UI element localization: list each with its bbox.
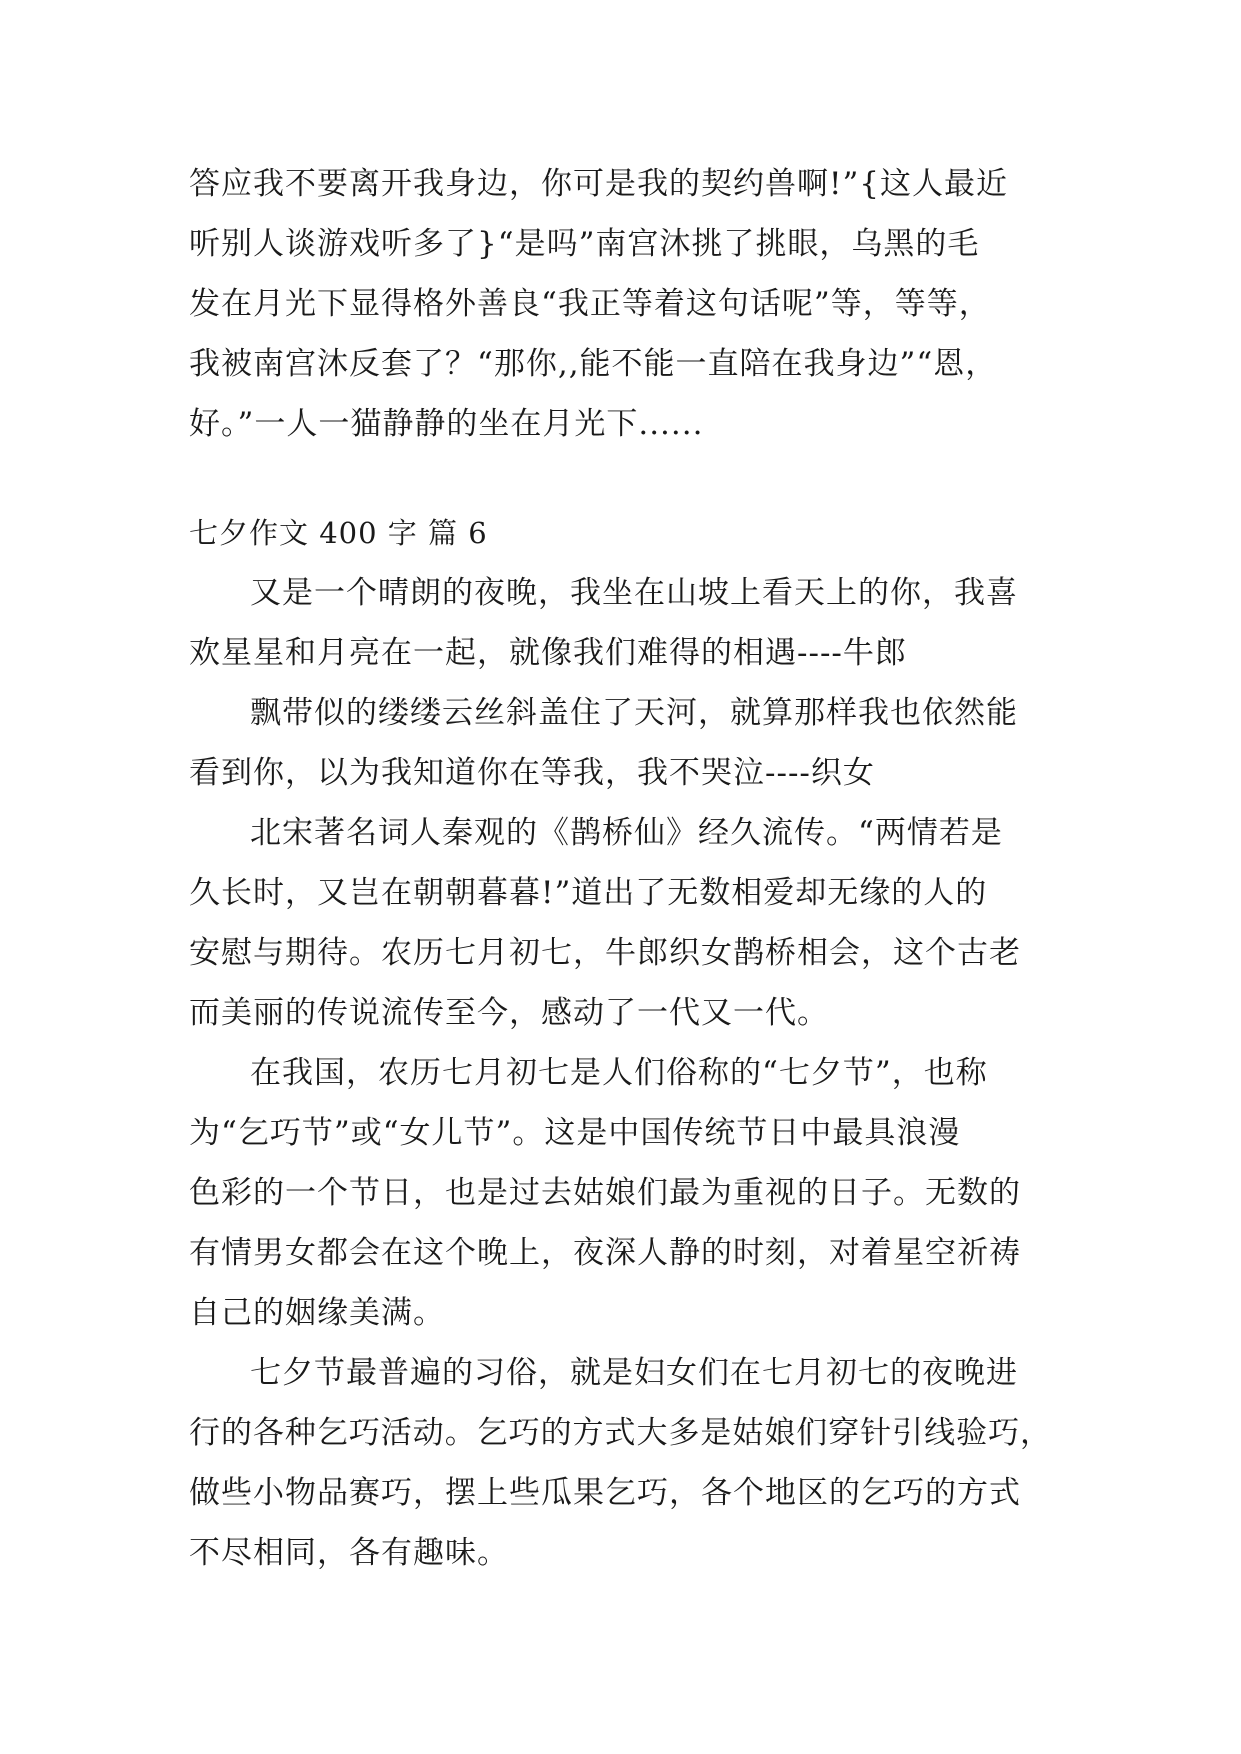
text-line: 答应我不要离开我身边，你可是我的契约兽啊!”{这人最近 [189, 166, 1009, 202]
paragraph-line: 自己的姻缘美满。 [189, 1295, 445, 1331]
paragraph-line: 而美丽的传说流传至今，感动了一代又一代。 [189, 995, 829, 1031]
paragraph-line: 七夕节最普遍的习俗，就是妇女们在七月初七的夜晚进 [250, 1355, 1018, 1391]
paragraph-line: 在我国，农历七月初七是人们俗称的“七夕节”，也称 [250, 1055, 988, 1091]
paragraph-line: 欢星星和月亮在一起，就像我们难得的相遇----牛郎 [189, 635, 907, 671]
text-line: 听别人谈游戏听多了}“是吗”南宫沐挑了挑眼，乌黑的毛 [189, 226, 980, 262]
paragraph-line: 又是一个晴朗的夜晚，我坐在山坡上看天上的你，我喜 [250, 575, 1018, 611]
paragraph-line: 安慰与期待。农历七月初七，牛郎织女鹊桥相会，这个古老 [189, 935, 1021, 971]
text-line: 发在月光下显得格外善良“我正等着这句话呢”等，等等， [189, 286, 991, 322]
paragraph-line: 久长时，又岂在朝朝暮暮!”道出了无数相爱却无缘的人的 [189, 875, 988, 911]
paragraph-line: 看到你，以为我知道你在等我，我不哭泣----织女 [189, 755, 875, 791]
text-line: 好。”一人一猫静静的坐在月光下...... [189, 406, 704, 442]
section-title: 七夕作文 400 字 篇 6 [189, 516, 488, 550]
paragraph-line: 飘带似的缕缕云丝斜盖住了天河，就算那样我也依然能 [250, 695, 1018, 731]
paragraph-line: 不尽相同，各有趣味。 [189, 1535, 509, 1571]
paragraph-line: 为“乞巧节”或“女儿节”。这是中国传统节日中最具浪漫 [189, 1115, 961, 1151]
paragraph-line: 行的各种乞巧活动。乞巧的方式大多是姑娘们穿针引线验巧， [189, 1415, 1052, 1451]
paragraph-line: 有情男女都会在这个晚上，夜深人静的时刻，对着星空祈祷 [189, 1235, 1021, 1271]
text-line: 我被南宫沐反套了？“那你,,能不能一直陪在我身边”“恩， [189, 346, 998, 382]
paragraph-line: 色彩的一个节日，也是过去姑娘们最为重视的日子。无数的 [189, 1175, 1021, 1211]
paragraph-line: 北宋著名词人秦观的《鹊桥仙》经久流传。“两情若是 [250, 815, 1003, 851]
paragraph-line: 做些小物品赛巧，摆上些瓜果乞巧，各个地区的乞巧的方式 [189, 1475, 1021, 1511]
